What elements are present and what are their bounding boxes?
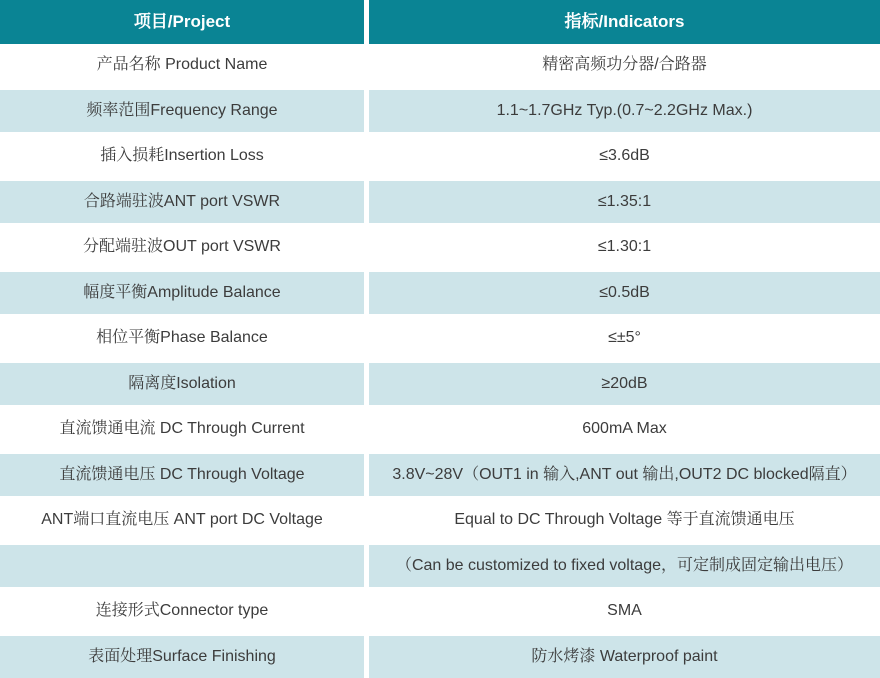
- project-cell: 产品名称 Product Name: [0, 44, 369, 87]
- table-row-out-port-vswr: [0, 226, 880, 269]
- project-cell: [0, 542, 369, 591]
- indicator-cell: ≤±5°: [608, 329, 641, 347]
- indicator-cell: SMA: [607, 602, 642, 620]
- table-row-ant-port-dc-voltage: [0, 499, 880, 542]
- indicator-cell: ≥20dB: [369, 360, 880, 409]
- indicator-cell: ≤1.35:1: [369, 178, 880, 227]
- indicator-cell: Equal to DC Through Voltage 等于直流馈通电压: [454, 511, 795, 529]
- table-row-surface-finishing: [0, 633, 880, 678]
- table-row-frequency-range: [0, 87, 880, 136]
- indicator-cell: 1.1~1.7GHz Typ.(0.7~2.2GHz Max.): [369, 87, 880, 136]
- table-row-phase-balance: [0, 317, 880, 360]
- table-row-isolation: [0, 360, 880, 409]
- indicator-cell: 3.8V~28V（OUT1 in 输入,ANT out 输出,OUT2 DC blocked隔直）: [369, 451, 880, 500]
- project-cell: 直流馈通电流 DC Through Current: [0, 408, 369, 451]
- column-header-indicators: 指标/Indicators: [369, 0, 880, 44]
- project-cell: 分配端驻波OUT port VSWR: [0, 226, 369, 269]
- project-cell: 幅度平衡Amplitude Balance: [0, 269, 369, 318]
- project-cell: 连接形式Connector type: [0, 590, 369, 633]
- indicator-cell: 600mA Max: [582, 420, 667, 438]
- table-row-amplitude-balance: [0, 269, 880, 318]
- indicator-cell: 防水烤漆 Waterproof paint: [369, 633, 880, 678]
- indicator-cell: ≤0.5dB: [369, 269, 880, 318]
- project-cell: 表面处理Surface Finishing: [0, 633, 369, 678]
- indicator-cell: ≤1.30:1: [597, 238, 652, 256]
- project-cell: 相位平衡Phase Balance: [0, 317, 369, 360]
- project-cell: 频率范围Frequency Range: [0, 87, 369, 136]
- table-row-dc-through-voltage: [0, 451, 880, 500]
- indicator-cell: （Can be customized to fixed voltage，可定制成固定输出电压）: [369, 542, 880, 591]
- project-cell: 合路端驻波ANT port VSWR: [0, 178, 369, 227]
- project-cell: ANT端口直流电压 ANT port DC Voltage: [0, 499, 369, 542]
- table-row-custom-voltage-note: [0, 542, 880, 591]
- project-cell: 插入损耗Insertion Loss: [0, 135, 369, 178]
- project-cell: 隔离度Isolation: [0, 360, 369, 409]
- table-row-dc-through-current: [0, 408, 880, 451]
- indicator-cell: 精密高频功分器/合路器: [542, 56, 707, 74]
- table-row-ant-port-vswr: [0, 178, 880, 227]
- table-header-row: [0, 0, 880, 44]
- indicator-cell: ≤3.6dB: [599, 147, 650, 165]
- table-row-connector-type: [0, 590, 880, 633]
- table-row-insertion-loss: [0, 135, 880, 178]
- project-cell: 直流馈通电压 DC Through Voltage: [0, 451, 369, 500]
- column-header-project: 项目/Project: [0, 0, 369, 44]
- table-row-product-name: [0, 44, 880, 87]
